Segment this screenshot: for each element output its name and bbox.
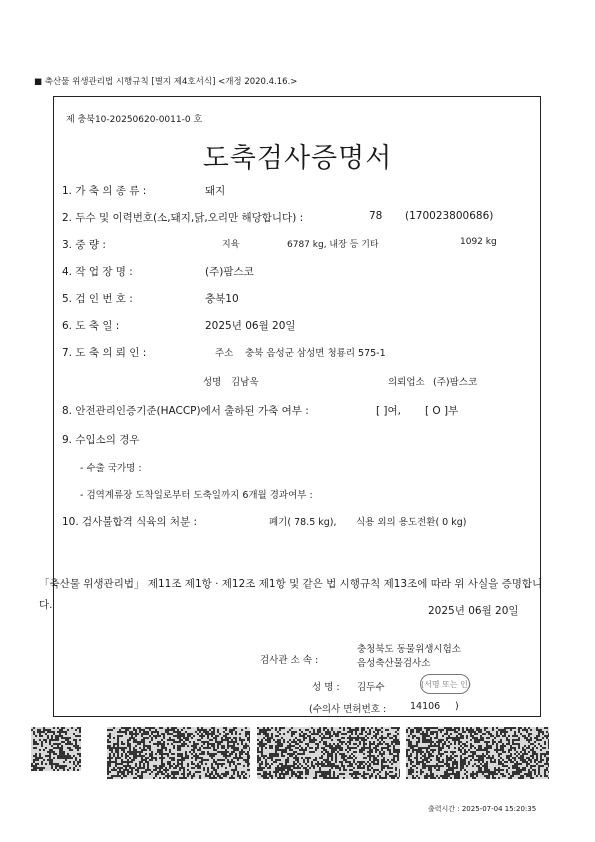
row2-count: 78 (369, 210, 383, 222)
barcode-3-icon (406, 727, 549, 779)
row3-other-weight: 1092 kg (460, 237, 497, 247)
row6-value: 2025년 06월 20일 (205, 320, 296, 332)
inspector-org-line2: 음성축산물검사소 (357, 658, 431, 669)
document-number: 제 충북10-20250620-0011-0 호 (66, 115, 203, 125)
row8-label: 8. 안전관리인증기준(HACCP)에서 출하된 가축 여부 : (62, 405, 309, 417)
signature-stamp: (서명 또는 인) (420, 674, 470, 694)
row5-label: 5. 검 인 번 호 : (62, 293, 133, 305)
inspector-name: 김두수 (357, 682, 385, 693)
barcode-1-icon (107, 727, 250, 779)
row2-label: 2. 두수 및 이력번호(소,돼지,닭,오리만 해당합니다) : (62, 212, 304, 224)
row9-quarantine: - 검역계류장 도착일로부터 도축일까지 6개월 경과여부 : (80, 490, 313, 501)
barcode-small-icon (31, 727, 81, 771)
page-title: 도축검사증명서 (202, 143, 393, 174)
print-timestamp: 출력시간 : 2025-07-04 15:20:35 (428, 805, 537, 813)
row9-label: 9. 수입소의 경우 (62, 434, 140, 446)
row3-carcass-label: 지육 (222, 240, 240, 250)
row1-label: 1. 가 축 의 종 류 : (62, 185, 147, 197)
row7-name-label: 성명 (203, 377, 222, 388)
row1-value: 돼지 (205, 185, 226, 197)
barcode-2-icon (257, 727, 400, 779)
row7-address-label: 주소 (215, 348, 234, 359)
issue-date: 2025년 06월 20일 (428, 605, 519, 617)
row10-conversion: 식용 외의 용도전환( 0 kg) (356, 517, 467, 528)
row7-company: (주)팜스코 (433, 377, 478, 388)
row3-weight: 6787 kg, 내장 등 기타 (287, 240, 379, 250)
row4-value: (주)팜스코 (205, 266, 254, 278)
row4-label: 4. 작 업 장 명 : (62, 266, 133, 278)
inspector-org-label: 검사관 소 속 : (260, 655, 319, 666)
row10-disposal: 폐기( 78.5 kg), (269, 517, 337, 528)
row2-id: (170023800686) (405, 210, 494, 222)
inspector-name-label: 성 명 : (312, 682, 340, 693)
row9-export-country: - 수출 국가명 : (80, 463, 142, 474)
certification-statement: 「축산물 위생관리법」 제11조 제1항 · 제12조 제1항 및 같은 법 시행규칙 제13조에 따라 위 사실을 증명합니다. (39, 578, 543, 611)
inspector-org-line1: 충청북도 동물위생시험소 (357, 644, 461, 655)
row7-company-label: 의뢰업소 (388, 377, 425, 388)
license-label: (수의사 면허번호 : (309, 704, 387, 715)
haccp-yes-checkbox: [ ]여, (376, 405, 402, 417)
row3-label: 3. 중 량 : (62, 239, 106, 251)
row7-name: 김남욱 (231, 377, 259, 388)
license-close: ) (455, 701, 459, 712)
row10-label: 10. 검사불합격 식육의 처분 : (62, 516, 198, 528)
row7-label: 7. 도 축 의 뢰 인 : (62, 347, 147, 359)
license-number: 14106 (410, 701, 441, 712)
row6-label: 6. 도 축 일 : (62, 320, 120, 332)
row7-address: 충북 음성군 삼성면 청룡리 575-1 (245, 348, 386, 359)
row5-value: 충북10 (205, 293, 239, 305)
form-header: ■ 축산물 위생관리법 시행규칙 [별지 제4호서식] <개정 2020.4.16.> (34, 77, 298, 87)
haccp-no-checkbox: [ O ]부 (425, 405, 459, 417)
